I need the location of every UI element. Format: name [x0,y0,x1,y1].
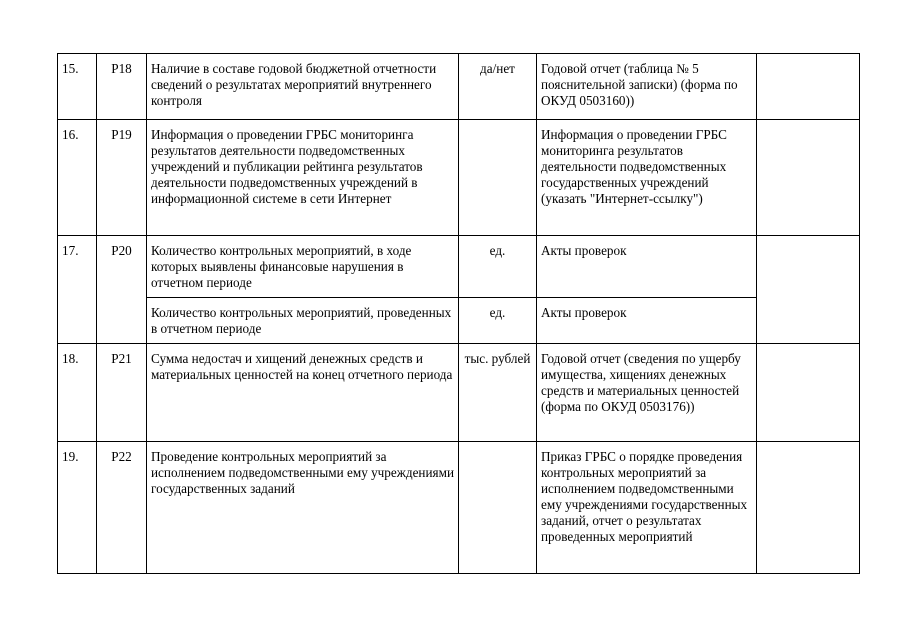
row-number: 19. [58,442,97,574]
indicator-name: Наличие в составе годовой бюджетной отчетности сведений о результатах мероприятий внутреннего контроля [147,54,459,120]
table-row [58,344,860,442]
indicator-code: Р19 [97,120,147,236]
data-source: Акты проверок [537,236,757,298]
indicator-name: Проведение контрольных мероприятий за исполнением подведомственными ему учреждениями государственных заданий [147,442,459,574]
unit-of-measure: да/нет [459,54,537,120]
unit-of-measure: ед. [459,298,537,344]
table-row [58,236,860,298]
data-source: Акты проверок [537,298,757,344]
extra-cell [757,236,860,344]
data-source: Информация о проведении ГРБС мониторинга результатов деятельности подведомственных государственных учреждений (указать "Интернет-ссылку") [537,120,757,236]
table-row [58,442,860,574]
indicator-code: Р18 [97,54,147,120]
unit-of-measure: ед. [459,236,537,298]
indicator-name: Сумма недостач и хищений денежных средств и материальных ценностей на конец отчетного периода [147,344,459,442]
indicator-name: Количество контрольных мероприятий, проведенных в отчетном периоде [147,298,459,344]
data-source: Приказ ГРБС о порядке проведения контрольных мероприятий за исполнением подведомственными ему учреждениями государственных заданий, отчет о результатах проведенных мероприятий [537,442,757,574]
data-source: Годовой отчет (таблица № 5 пояснительной записки) (форма по ОКУД 0503160)) [537,54,757,120]
indicator-code: Р21 [97,344,147,442]
unit-of-measure [459,442,537,574]
extra-cell [757,54,860,120]
row-number: 17. [58,236,97,344]
extra-cell [757,442,860,574]
row-number: 16. [58,120,97,236]
indicators-table [57,53,860,574]
unit-of-measure: тыс. рублей [459,344,537,442]
table-subrow [58,298,860,344]
extra-cell [757,344,860,442]
extra-cell [757,120,860,236]
table-row [58,120,860,236]
row-number: 15. [58,54,97,120]
indicator-name: Информация о проведении ГРБС мониторинга результатов деятельности подведомственных учреждений и публикации рейтинга результатов деятельности подведомственных учреждений в информационной системе в сети Интернет [147,120,459,236]
unit-of-measure [459,120,537,236]
indicator-code: Р20 [97,236,147,344]
table-row [58,54,860,120]
row-number: 18. [58,344,97,442]
indicator-name: Количество контрольных мероприятий, в ходе которых выявлены финансовые нарушения в отчетном периоде [147,236,459,298]
data-source: Годовой отчет (сведения по ущербу имущества, хищениях денежных средств и материальных ценностей (форма по ОКУД 0503176)) [537,344,757,442]
indicator-code: Р22 [97,442,147,574]
